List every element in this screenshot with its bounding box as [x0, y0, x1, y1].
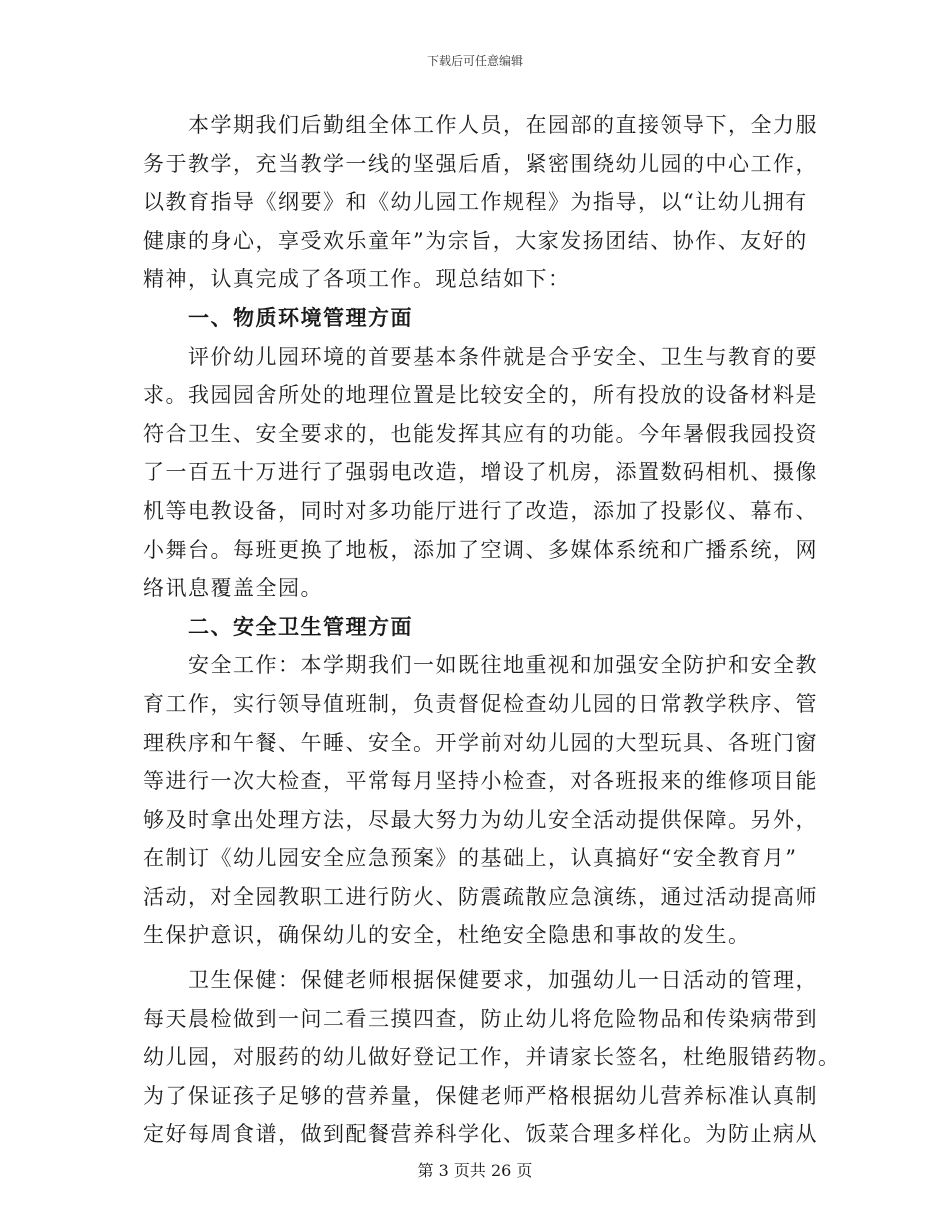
paragraph-line: 幼儿园，对服药的幼儿做好登记工作，并请家长签名，杜绝服错药物。 [143, 1045, 841, 1070]
paragraph-line: 本学期我们后勤组全体工作人员，在园部的直接领导下，全力服 [188, 113, 818, 137]
paragraph-line: 安全工作：本学期我们一如既往地重视和加强安全防护和安全教 [188, 653, 818, 678]
paragraph-line: 精神，认真完成了各项工作。现总结如下： [143, 267, 571, 292]
paragraph-line: 卫生保健：保健老师根据保健要求，加强幼儿一日活动的管理， [188, 968, 818, 993]
paragraph-line: 够及时拿出处理方法，尽最大努力为幼儿安全活动提供保障。另外， [143, 807, 818, 832]
paragraph-line: 以教育指导《纲要》和《幼儿园工作规程》为指导，以“让幼儿拥有 [143, 190, 808, 215]
page-header: 下载后可任意编辑 [426, 54, 523, 68]
paragraph-line: 了一百五十万进行了强弱电改造，增设了机房，添置数码相机、摄像 [143, 460, 818, 485]
paragraph-line: 机等电教设备，同时对多功能厅进行了改造，添加了投影仪、幕布、 [143, 498, 818, 523]
paragraph-line: 理秩序和午餐、午睡、安全。开学前对幼儿园的大型玩具、各班门窗 [143, 730, 818, 755]
paragraph-line: 符合卫生、安全要求的，也能发挥其应有的功能。今年暑假我园投资 [143, 421, 818, 446]
page-number: 第 3 页共 26 页 [417, 1161, 533, 1180]
paragraph-line: 定好每周食谱，做到配餐营养科学化、饭菜合理多样化。为防止病从 [143, 1122, 818, 1147]
paragraph-line: 络讯息覆盖全园。 [143, 576, 323, 601]
paragraph-line: 求。我园园舍所处的地理位置是比较安全的，所有投放的设备材料是 [143, 383, 818, 408]
paragraph-line: 小舞台。每班更换了地板，添加了空调、多媒体系统和广播系统，网 [143, 537, 818, 562]
paragraph-line: 健康的身心，享受欢乐童年”为宗旨，大家发扬团结、协作、友好的 [143, 228, 808, 253]
paragraph-line: 评价幼儿园环境的首要基本条件就是合乎安全、卫生与教育的要 [188, 344, 818, 369]
paragraph-line: 在制订《幼儿园安全应急预案》的基础上，认真搞好“安全教育月” [143, 846, 798, 871]
paragraph-line: 育工作，实行领导值班制，负责督促检查幼儿园的日常教学秩序、管 [143, 691, 818, 716]
paragraph-line: 生保护意识，确保幼儿的安全，杜绝安全隐患和事故的发生。 [143, 923, 751, 948]
paragraph-line: 为了保证孩子足够的营养量，保健老师严格根据幼儿营养标准认真制 [143, 1083, 818, 1108]
document-text [143, 106, 841, 1154]
paragraph-line: 等进行一次大检查，平常每月坚持小检查，对各班报来的维修项目能 [143, 769, 818, 794]
paragraph-line: 务于教学，充当教学一线的坚强后盾，紧密围绕幼儿园的中心工作， [143, 151, 818, 176]
paragraph-line: 每天晨检做到一问二看三摸四查，防止幼儿将危险物品和传染病带到 [143, 1006, 818, 1031]
paragraph-line: 活动，对全园教职工进行防火、防震疏散应急演练，通过活动提高师 [143, 884, 818, 909]
document-body [143, 106, 841, 1154]
section-heading: 二、安全卫生管理方面 [188, 613, 413, 639]
section-heading: 一、物质环境管理方面 [188, 304, 413, 330]
